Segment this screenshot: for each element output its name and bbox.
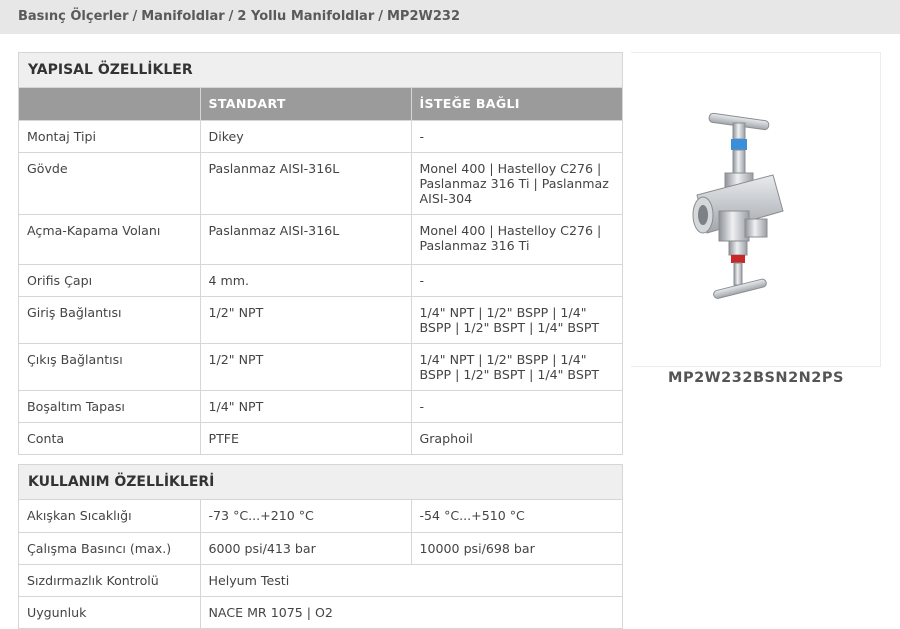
table-row (19, 500, 622, 532)
row-optional: Monel 400 | Hastelloy C276 | Paslanmaz 316 Ti (411, 214, 622, 264)
row-label: Boşaltım Tapası (19, 390, 200, 422)
row-optional: Graphoil (419, 430, 473, 446)
table-row (19, 264, 622, 296)
row-optional: - (411, 264, 622, 296)
header-standard: STANDART (200, 88, 411, 120)
row-optional: - (411, 390, 622, 422)
row-label: Çıkış Bağlantısı (19, 343, 200, 390)
row-optional: - (411, 120, 622, 152)
breadcrumb-item-2way-manifolds[interactable]: 2 Yollu Manifoldlar (237, 9, 375, 24)
table-row (19, 422, 622, 454)
row-standard: 1/2" NPT (200, 343, 411, 390)
row-optional: 1/4" NPT | 1/2" BSPP | 1/4" BSPP | 1/2" BSPT | 1/4" BSPT (411, 343, 622, 390)
product-code: MP2W232BSN2N2PS (668, 370, 844, 386)
row-label: Sızdırmazlık Kontrolü (19, 564, 200, 596)
structural-features-title: YAPISAL ÖZELLİKLER (19, 53, 622, 88)
table-row (19, 532, 622, 564)
manifold-valve-icon (689, 111, 819, 311)
breadcrumb-separator: / (228, 9, 234, 24)
table-row (19, 343, 622, 390)
table-row (19, 152, 622, 214)
breadcrumb-item-pressure-gauges[interactable]: Basınç Ölçerler (18, 9, 129, 24)
row-standard: Paslanmaz AISI-316L (200, 152, 411, 214)
row-optional: -54 °C...+510 °C (411, 500, 622, 532)
row-label: Orifis Çapı (19, 264, 200, 296)
row-optional: 1/4" NPT | 1/2" BSPP | 1/4" BSPP | 1/2" BSPT | 1/4" BSPT (411, 296, 622, 343)
row-label: Conta (19, 422, 200, 454)
structural-features-table (19, 88, 622, 454)
table-row (19, 564, 622, 596)
table-row (19, 390, 622, 422)
row-standard: 4 mm. (200, 264, 411, 296)
structural-features-panel (18, 52, 623, 455)
row-label: Çalışma Basıncı (max.) (19, 532, 200, 564)
table-row (19, 596, 622, 628)
usage-features-title: KULLANIM ÖZELLİKLERİ (19, 465, 622, 500)
usage-features-table (19, 500, 622, 628)
row-label: Giriş Bağlantısı (19, 296, 200, 343)
breadcrumb-item-current: MP2W232 (387, 9, 460, 24)
row-label: Montaj Tipi (19, 120, 200, 152)
header-optional: İSTEĞE BAĞLI (411, 88, 622, 120)
row-standard: NACE MR 1075 | O2 (208, 604, 333, 620)
table-header-row (19, 88, 622, 120)
row-label: Akışkan Sıcaklığı (19, 500, 200, 532)
table-row (19, 214, 622, 264)
breadcrumb-separator: / (378, 9, 383, 24)
row-optional: Monel 400 | Hastelloy C276 | Paslanmaz 316 Ti | Paslanmaz AISI-304 (411, 152, 622, 214)
table-row (19, 296, 622, 343)
row-standard: -73 °C...+210 °C (200, 500, 411, 532)
row-optional: 10000 psi/698 bar (411, 532, 622, 564)
product-image-frame (631, 52, 881, 367)
breadcrumb-separator: / (132, 9, 138, 24)
row-standard: 1/2" NPT (200, 296, 411, 343)
breadcrumb (0, 0, 900, 34)
row-standard: 6000 psi/413 bar (200, 532, 411, 564)
row-standard: Dikey (200, 120, 411, 152)
table-row (19, 120, 622, 152)
row-standard: Helyum Testi (200, 564, 622, 596)
row-label: Gövde (19, 152, 200, 214)
row-standard: 1/4" NPT (200, 390, 411, 422)
row-label: Uygunluk (19, 596, 200, 628)
usage-features-panel (18, 464, 623, 629)
header-blank (19, 88, 200, 120)
breadcrumb-item-manifolds[interactable]: Manifoldlar (141, 9, 225, 24)
row-standard: PTFE (200, 422, 411, 454)
row-standard: Paslanmaz AISI-316L (200, 214, 411, 264)
row-label: Açma-Kapama Volanı (19, 214, 200, 264)
